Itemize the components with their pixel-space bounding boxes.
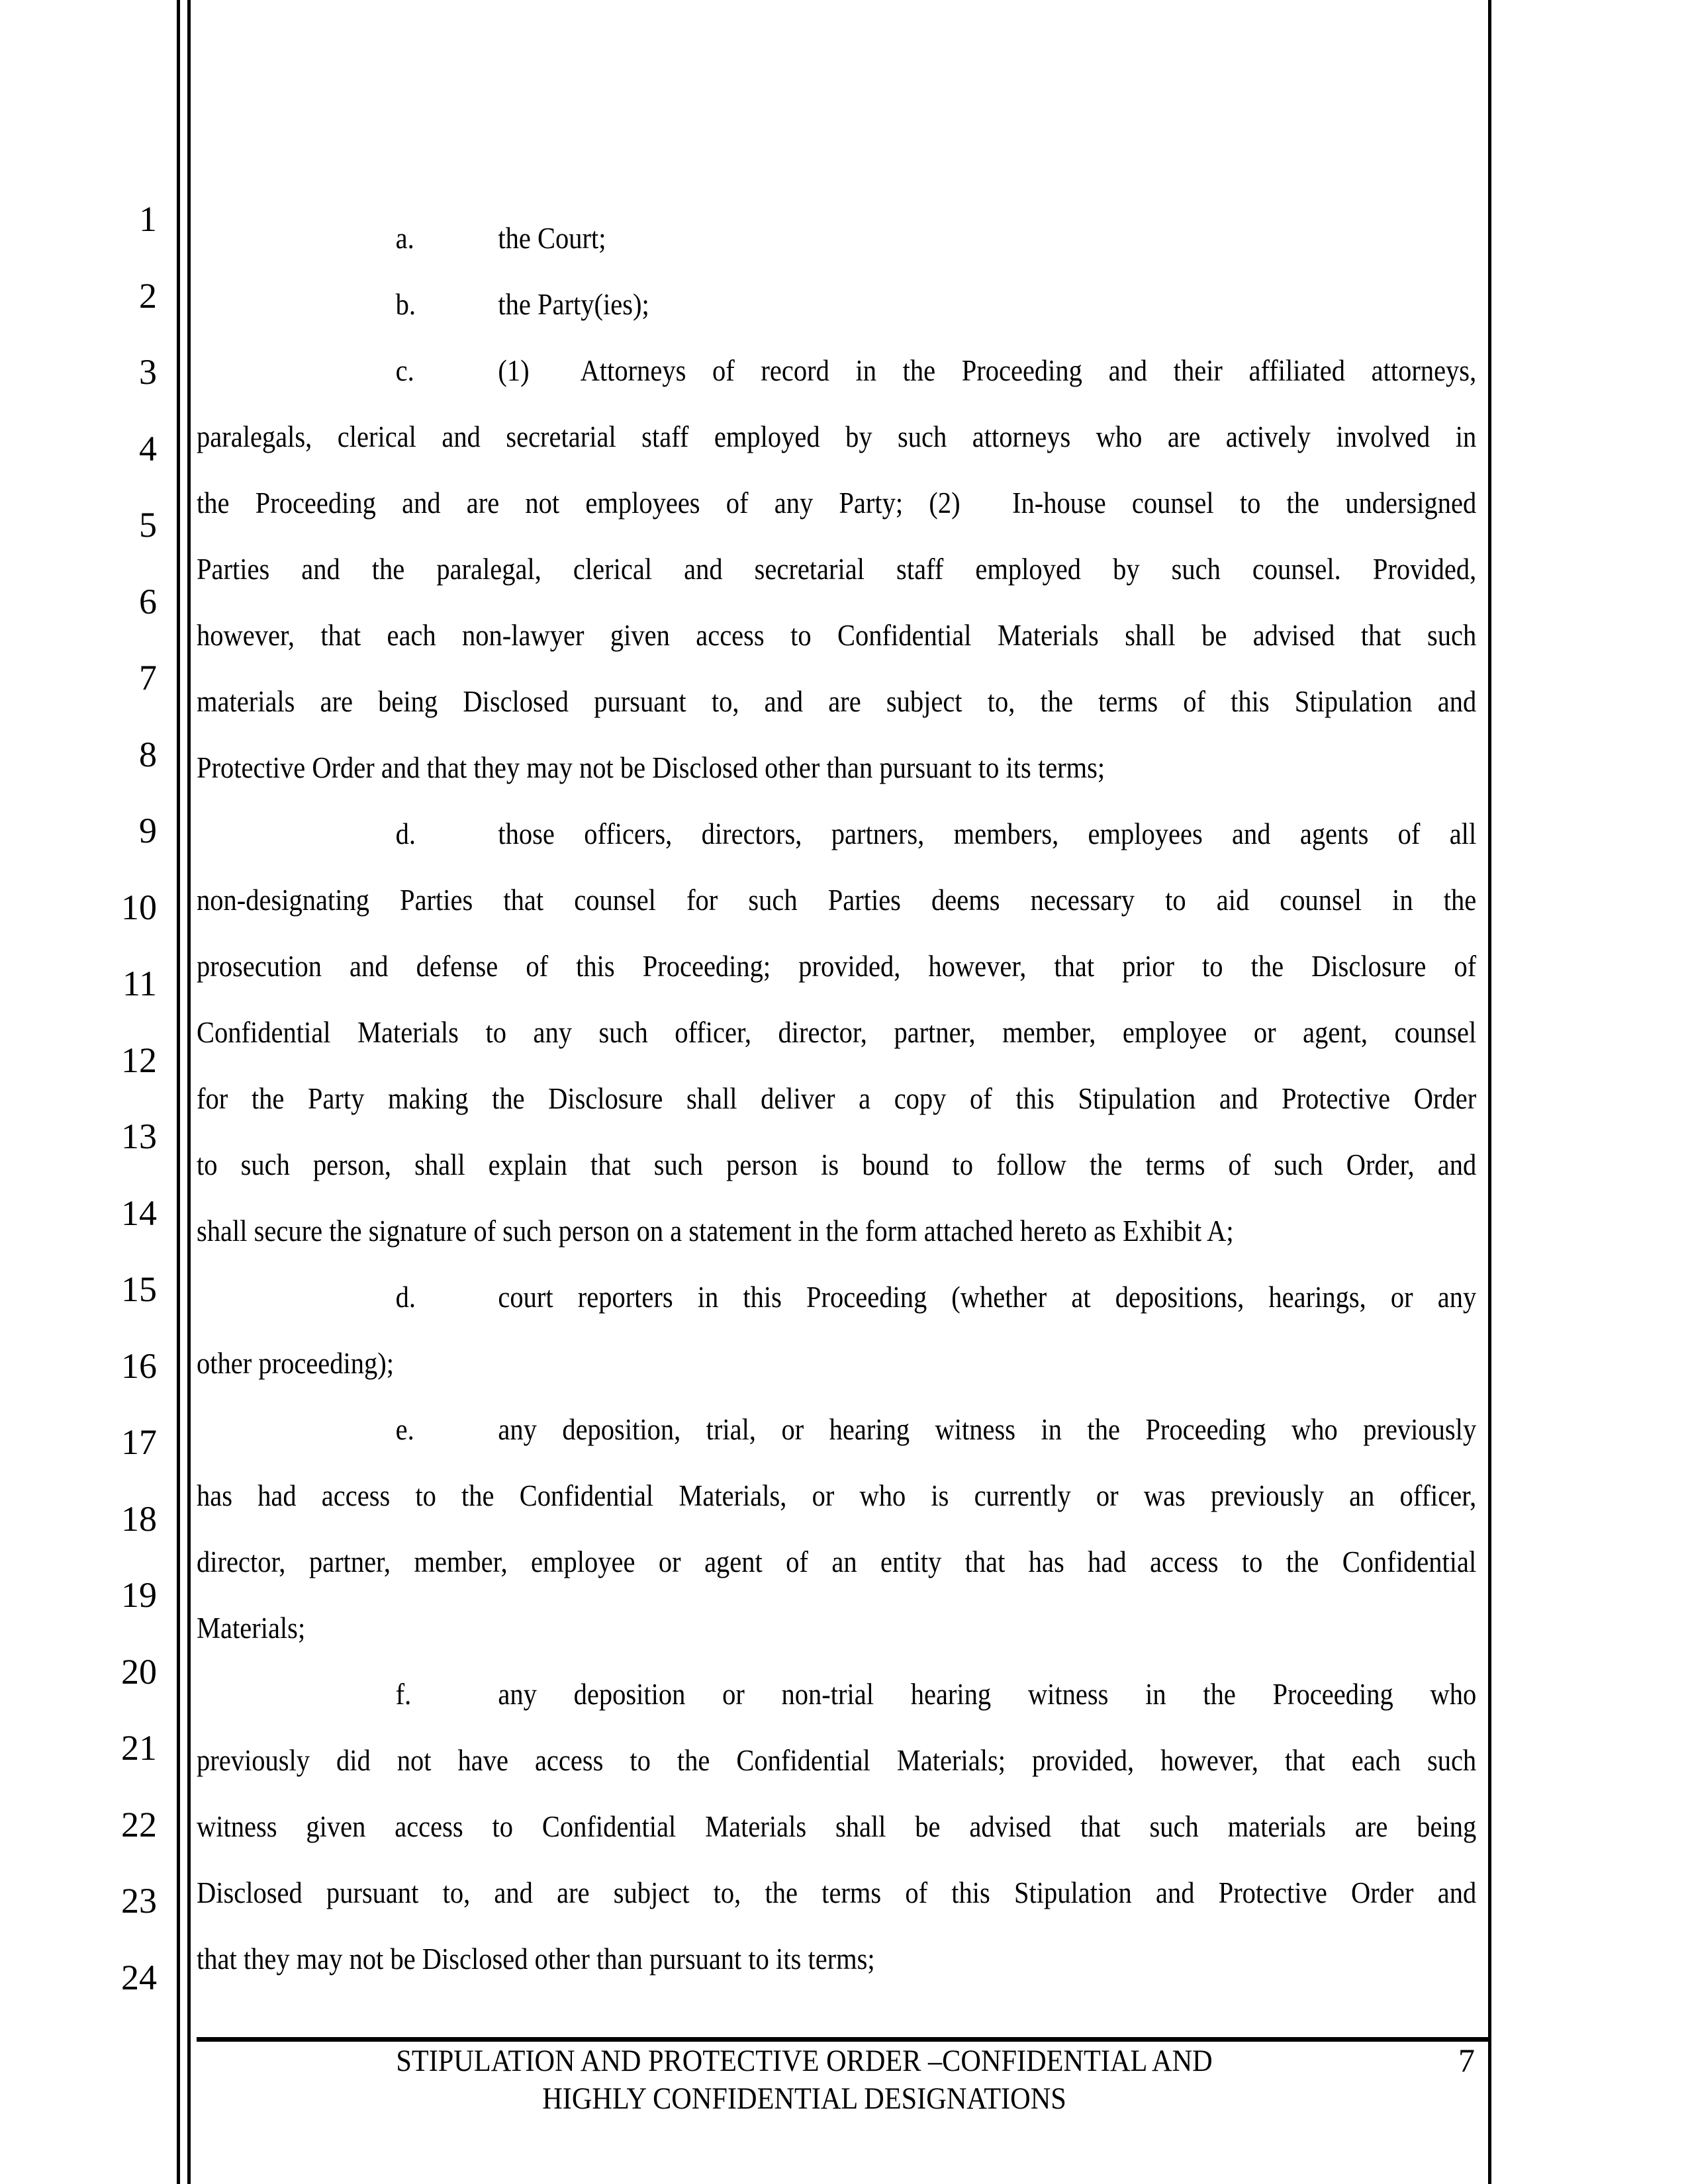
line-number: 6 (139, 582, 157, 621)
list-item-label: c. (395, 354, 414, 387)
body-line: b. the Party(ies); (197, 271, 1476, 338)
pleading-right-rule (1488, 0, 1491, 2184)
list-item-label: a. (395, 222, 414, 255)
body-line: c. (1) Attorneys of record in the Proceeding and their affiliated attorneys, (197, 338, 1476, 404)
body-line: materials are being Disclosed pursuant to, and are subject to, the terms of this Stipulation and (197, 685, 1477, 718)
line-number: 11 (122, 964, 157, 1003)
line-number: 7 (139, 658, 157, 698)
body-line: paralegals, clerical and secretarial staff employed by such attorneys who are actively involved in (197, 420, 1477, 453)
footer-title (197, 2042, 1412, 2118)
body-line: Protective Order and that they may not be Disclosed other than pursuant to its terms; (197, 751, 1105, 784)
line-number: 24 (121, 1958, 157, 1997)
line-number: 2 (139, 276, 157, 316)
line-number: 8 (139, 735, 157, 774)
footer-rule (197, 2037, 1491, 2042)
body-line: non-designating Parties that counsel for such Parties deems necessary to aid counsel in the (197, 884, 1477, 917)
line-number: 4 (139, 429, 157, 469)
body-text (197, 205, 1476, 1992)
body-line: Confidential Materials to any such officer, director, partner, member, employee or agent, counsel (197, 1016, 1477, 1049)
body-line: other proceeding); (197, 1347, 394, 1380)
body-line: d. court reporters in this Proceeding (whether at depositions, hearings, or any (197, 1264, 1476, 1330)
line-number: 5 (139, 505, 157, 545)
line-number: 22 (121, 1805, 157, 1844)
body-line: the Proceeding and are not employees of any Party; (2) In-house counsel to the undersigned (197, 486, 1477, 520)
body-line: prosecution and defense of this Proceeding; provided, however, that prior to the Disclosure of (197, 950, 1477, 983)
body-line: for the Party making the Disclosure shall deliver a copy of this Stipulation and Protective Order (197, 1082, 1477, 1115)
list-item-label: d. (395, 1281, 416, 1314)
body-line: d. those officers, directors, partners, members, employees and agents of all (197, 801, 1476, 867)
body-line: e. any deposition, trial, or hearing witness in the Proceeding who previously (197, 1396, 1476, 1463)
body-line: director, partner, member, employee or agent of an entity that has had access to the Confidential (197, 1545, 1477, 1578)
line-number: 19 (121, 1575, 157, 1615)
line-number: 9 (139, 811, 157, 850)
body-line: a. the Court; (197, 205, 1476, 271)
pleading-left-rule-2 (187, 0, 191, 2184)
line-number: 1 (139, 199, 157, 239)
list-item-label: f. (395, 1678, 412, 1711)
footer-title-line2: HIGHLY CONFIDENTIAL DESIGNATIONS (542, 2081, 1066, 2116)
line-number: 16 (121, 1346, 157, 1386)
list-item-label: e. (395, 1413, 414, 1446)
body-line: shall secure the signature of such person on a statement in the form attached hereto as Exhibit A; (197, 1214, 1234, 1248)
body-line: to such person, shall explain that such person is bound to follow the terms of such Order, and (197, 1148, 1477, 1181)
body-line: has had access to the Confidential Materials, or who is currently or was previously an officer, (197, 1479, 1477, 1512)
line-number: 10 (121, 887, 157, 927)
footer-title-line1: STIPULATION AND PROTECTIVE ORDER –CONFIDENTIAL AND (396, 2044, 1213, 2078)
pleading-left-rule-1 (177, 0, 180, 2184)
body-line: Disclosed pursuant to, and are subject to, the terms of this Stipulation and Protective Order and (197, 1876, 1477, 1909)
line-number: 21 (121, 1728, 157, 1768)
line-number: 15 (121, 1269, 157, 1309)
list-item-label: d. (395, 817, 416, 850)
line-number: 12 (121, 1040, 157, 1080)
body-line: witness given access to Confidential Materials shall be advised that such materials are being (197, 1810, 1477, 1843)
line-number: 14 (121, 1193, 157, 1233)
body-line: Materials; (197, 1612, 306, 1645)
line-number: 20 (121, 1652, 157, 1692)
line-number: 3 (139, 352, 157, 392)
line-number: 17 (121, 1422, 157, 1462)
body-line: Parties and the paralegal, clerical and secretarial staff employed by such counsel. Provided, (197, 553, 1477, 586)
body-line: however, that each non-lawyer given access to Confidential Materials shall be advised that such (197, 619, 1477, 652)
body-line: that they may not be Disclosed other than pursuant to its terms; (197, 1942, 875, 1976)
body-line: f. any deposition or non-trial hearing witness in the Proceeding who (197, 1661, 1476, 1727)
line-number: 23 (121, 1881, 157, 1921)
page-number: 7 (1458, 2042, 1475, 2079)
body-line: previously did not have access to the Confidential Materials; provided, however, that each such (197, 1744, 1477, 1777)
list-item-label: b. (395, 288, 416, 321)
line-number: 18 (121, 1499, 157, 1539)
line-number: 13 (121, 1116, 157, 1156)
